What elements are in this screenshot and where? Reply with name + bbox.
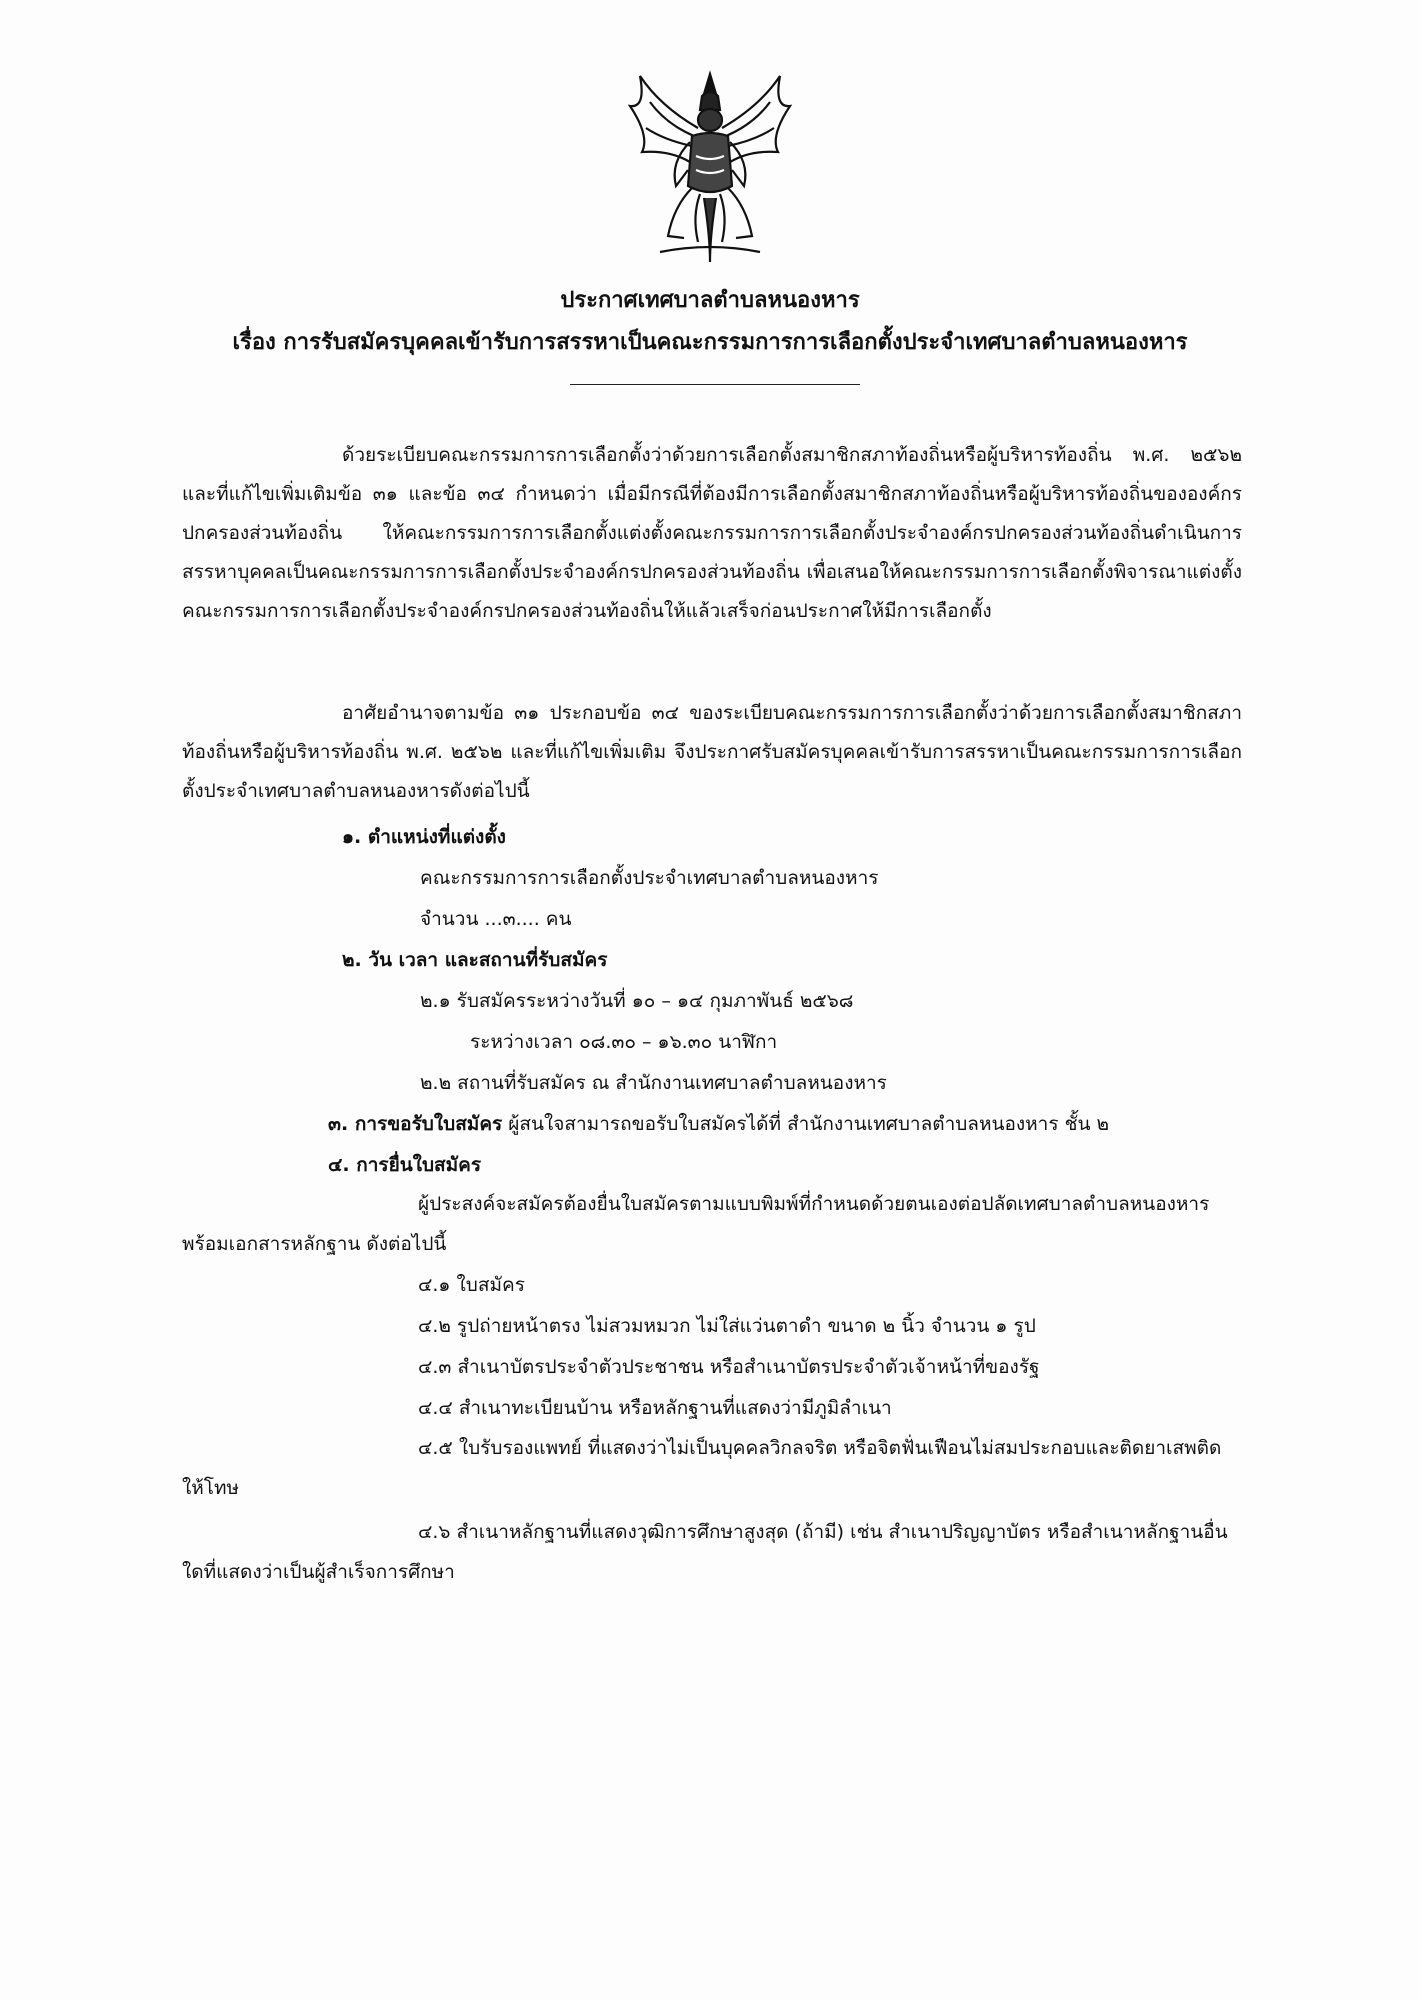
announcement-subject: เรื่อง การรับสมัครบุคคลเข้ารับการสรรหาเป็นคณะกรรมการการเลือกตั้งประจำเทศบาลตำบลหนองหาร <box>232 330 1188 355</box>
section-4-intro <box>182 1184 1242 1264</box>
title-divider <box>570 384 860 385</box>
section-2-1-time: ระหว่างเวลา ๐๘.๓๐ – ๑๖.๓๐ นาฬิกา <box>470 1031 778 1053</box>
intro-paragraph-text: ด้วยระเบียบคณะกรรมการการเลือกตั้งว่าด้วยการเลือกตั้งสมาชิกสภาท้องถิ่นหรือผู้บริหารท้องถิ่น พ.ศ. ๒๕๖๒ และที่แก้ไขเพิ่มเติมข้อ ๓๑ และข้อ ๓๔ กำหนดว่า เมื่อมีกรณีที่ต้องมีการเลือกตั้งสมาชิกสภาท้องถิ่นหรือผู้บริหารท้องถิ่นขององค์กรปกครองส่วนท้องถิ่น ให้คณะกรรมการการเลือกตั้งแต่งตั้งคณะกรรมการการเลือกตั้งประจำองค์กรปกครองส่วนท้องถิ่นดำเนินการสรรหาบุคคลเป็นคณะกรรมการการเลือกตั้งประจำองค์กรปกครองส่วนท้องถิ่น เพื่อเสนอให้คณะกรรมการการเลือกตั้งพิจารณาแต่งตั้งคณะกรรมการการเลือกตั้งประจำองค์กรปกครองส่วนท้องถิ่นให้แล้วเสร็จก่อนประกาศให้มีการเลือกตั้ง <box>182 444 1242 622</box>
section-4-heading: ๔. การยื่นใบสมัคร <box>328 1154 482 1176</box>
section-2-1-date: ๒.๑ รับสมัครระหว่างวันที่ ๑๐ – ๑๔ กุมภาพันธ์ ๒๕๖๘ <box>420 990 854 1012</box>
section-4-4: ๔.๔ สำเนาทะเบียนบ้าน หรือหลักฐานที่แสดงว่ามีภูมิลำเนา <box>418 1397 892 1419</box>
section-2-2-place: ๒.๒ สถานที่รับสมัคร ณ สำนักงานเทศบาลตำบลหนองหาร <box>420 1072 887 1094</box>
section-1-heading: ๑. ตำแหน่งที่แต่งตั้ง <box>342 826 506 848</box>
intro-paragraph <box>182 436 1242 631</box>
section-1-count: จำนวน ...๓.... คน <box>420 908 572 930</box>
section-4-intro-text: ผู้ประสงค์จะสมัครต้องยื่นใบสมัครตามแบบพิมพ์ที่กำหนดด้วยตนเองต่อปลัดเทศบาลตำบลหนองหารพร้อมเอกสารหลักฐาน ดังต่อไปนี้ <box>182 1193 1210 1255</box>
section-2-heading: ๒. วัน เวลา และสถานที่รับสมัคร <box>342 949 608 971</box>
section-1-position: คณะกรรมการการเลือกตั้งประจำเทศบาลตำบลหนองหาร <box>420 867 879 889</box>
section-3-text: ผู้สนใจสามารถขอรับใบสมัครได้ที่ สำนักงานเทศบาลตำบลหนองหาร ชั้น ๒ <box>502 1113 1110 1135</box>
authority-paragraph-text: อาศัยอำนาจตามข้อ ๓๑ ประกอบข้อ ๓๔ ของระเบียบคณะกรรมการการเลือกตั้งว่าด้วยการเลือกตั้งสมาชิกสภาท้องถิ่นหรือผู้บริหารท้องถิ่น พ.ศ. ๒๕๖๒ และที่แก้ไขเพิ่มเติม จึงประกาศรับสมัครบุคคลเข้ารับการสรรหาเป็นคณะกรรมการการเลือกตั้งประจำเทศบาลตำบลหนองหารดังต่อไปนี้ <box>182 702 1242 802</box>
section-4-6-text: ๔.๖ สำเนาหลักฐานที่แสดงวุฒิการศึกษาสูงสุด (ถ้ามี) เช่น สำเนาปริญญาบัตร หรือสำเนาหลักฐานอื่นใดที่แสดงว่าเป็นผู้สำเร็จการศึกษา <box>182 1521 1228 1583</box>
section-4-2: ๔.๒ รูปถ่ายหน้าตรง ไม่สวมหมวก ไม่ใส่แว่นตาดำ ขนาด ๒ นิ้ว จำนวน ๑ รูป <box>418 1315 1036 1337</box>
authority-paragraph <box>182 694 1242 811</box>
section-4-6 <box>182 1512 1242 1592</box>
section-3-label: ๓. การขอรับใบสมัคร <box>328 1113 503 1135</box>
garuda-emblem-icon <box>620 66 800 266</box>
section-4-3: ๔.๓ สำเนาบัตรประจำตัวประชาชน หรือสำเนาบัตรประจำตัวเจ้าหน้าที่ของรัฐ <box>418 1356 1040 1378</box>
section-4-5-text: ๔.๕ ใบรับรองแพทย์ ที่แสดงว่าไม่เป็นบุคคลวิกลจริต หรือจิตฟั่นเฟือนไม่สมประกอบและติดยาเสพติดให้โทษ <box>182 1437 1222 1499</box>
announcement-title: ประกาศเทศบาลตำบลหนองหาร <box>560 288 860 313</box>
section-4-1: ๔.๑ ใบสมัคร <box>418 1274 525 1296</box>
section-4-5 <box>182 1428 1242 1508</box>
section-3 <box>328 1109 1109 1139</box>
